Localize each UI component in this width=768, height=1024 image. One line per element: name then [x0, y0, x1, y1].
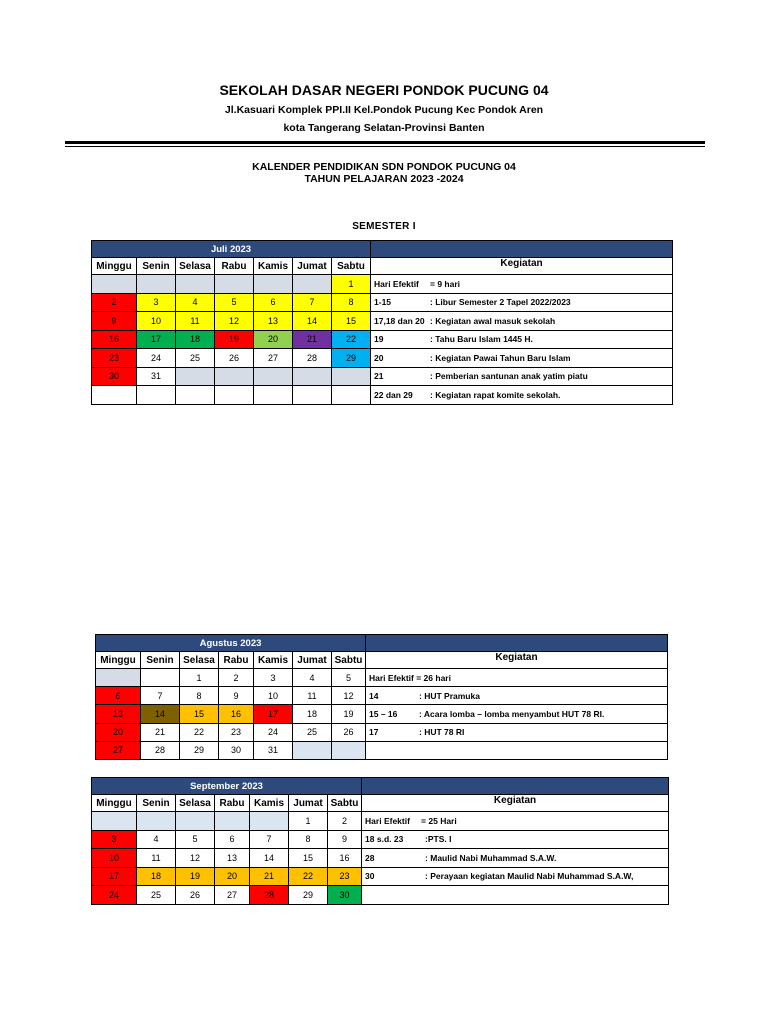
calendar-day-cell: 8: [332, 293, 371, 312]
calendar-day-cell: 26: [332, 723, 366, 741]
calendar-day-cell: 9: [219, 687, 254, 705]
calendar-day-cell: 1: [180, 669, 219, 687]
day-header: Sabtu: [332, 258, 371, 275]
calendar-day-cell: 9: [328, 830, 362, 849]
activity-date: 20: [374, 352, 384, 363]
calendar-day-cell: 27: [96, 741, 141, 759]
day-header: Minggu: [92, 258, 137, 275]
calendar-day-cell: 29: [289, 886, 328, 905]
calendar-day-cell: 25: [137, 886, 176, 905]
calendar-day-cell: [332, 367, 371, 386]
activity-date: 1-15: [374, 297, 392, 308]
calendar-day-cell: 12: [332, 687, 366, 705]
activity-date: Hari Efektif: [365, 815, 410, 826]
activity-cell: [362, 849, 669, 868]
calendar-day-cell: 27: [215, 886, 250, 905]
day-header: Sabtu: [332, 652, 366, 669]
calendar-day-cell: [176, 386, 215, 405]
activity-text: : Libur Semester 2 Tapel 2022/2023: [430, 297, 571, 308]
month-title: Agustus 2023: [96, 635, 366, 652]
calendar-day-cell: 5: [176, 830, 215, 849]
activity-text: : Kegiatan rapat komite sekolah.: [430, 389, 561, 400]
calendar-day-cell: 20: [96, 723, 141, 741]
calendar-day-cell: [96, 669, 141, 687]
calendar-day-cell: 7: [141, 687, 180, 705]
calendar-day-cell: 21: [250, 867, 289, 886]
calendar-day-cell: 24: [92, 886, 137, 905]
day-header: Rabu: [219, 652, 254, 669]
day-header: Rabu: [215, 795, 250, 812]
calendar-day-cell: [215, 367, 254, 386]
activity-text: :PTS. I: [425, 834, 452, 845]
calendar-day-cell: 2: [92, 293, 137, 312]
calendar-day-cell: 11: [293, 687, 332, 705]
day-header: Selasa: [176, 258, 215, 275]
calendar-day-cell: 14: [250, 849, 289, 868]
activity-date: 22 dan 29: [374, 389, 413, 400]
calendar-day-cell: [254, 386, 293, 405]
calendar-day-cell: [176, 275, 215, 294]
calendar-day-cell: 23: [219, 723, 254, 741]
school-city: kota Tangerang Selatan-Provinsi Banten: [283, 122, 485, 134]
activity-date: 15 – 16: [369, 708, 398, 719]
calendar-day-cell: 12: [176, 849, 215, 868]
calendar-day-cell: 11: [137, 849, 176, 868]
calendar-day-cell: 21: [141, 723, 180, 741]
calendar-day-cell: 26: [215, 349, 254, 368]
semester-label: SEMESTER I: [352, 221, 416, 232]
activity-cell: [371, 312, 673, 331]
activity-date: 21: [374, 371, 384, 382]
activities-header: Kegiatan: [362, 795, 669, 812]
calendar-day-cell: [215, 386, 254, 405]
day-header: Senin: [141, 652, 180, 669]
month-title-blank: [362, 778, 669, 795]
activity-text: = 9 hari: [430, 278, 461, 289]
day-header: Jumat: [289, 795, 328, 812]
calendar-day-cell: [92, 812, 137, 831]
calendar-day-cell: 14: [293, 312, 332, 331]
calendar-day-cell: 28: [250, 886, 289, 905]
calendar-day-cell: 18: [293, 705, 332, 723]
calendar-day-cell: 17: [254, 705, 293, 723]
calendar-day-cell: 6: [215, 830, 250, 849]
calendar-day-cell: 22: [289, 867, 328, 886]
calendar-day-cell: 29: [180, 741, 219, 759]
activity-text: : HUT 78 RI: [419, 727, 465, 738]
calendar-day-cell: [137, 275, 176, 294]
calendar-day-cell: 29: [332, 349, 371, 368]
activity-date: 17: [369, 727, 379, 738]
calendar-day-cell: 24: [254, 723, 293, 741]
calendar-day-cell: 23: [328, 867, 362, 886]
calendar-day-cell: 20: [254, 330, 293, 349]
calendar-day-cell: [141, 669, 180, 687]
calendar-day-cell: 13: [96, 705, 141, 723]
month-calendar-august: [95, 634, 668, 760]
school-name: SEKOLAH DASAR NEGERI PONDOK PUCUNG 04: [219, 82, 549, 98]
calendar-day-cell: 30: [92, 367, 137, 386]
activity-cell: [362, 867, 669, 886]
day-header: Jumat: [293, 258, 332, 275]
activity-text: : Kegiatan awal masuk sekolah: [430, 315, 556, 326]
activity-cell: [366, 669, 668, 687]
calendar-day-cell: 13: [254, 312, 293, 331]
activity-cell: [366, 705, 668, 723]
calendar-day-cell: [250, 812, 289, 831]
activity-date: 18 s.d. 23: [365, 834, 404, 845]
calendar-day-cell: 10: [137, 312, 176, 331]
calendar-day-cell: 26: [176, 886, 215, 905]
calendar-day-cell: 22: [180, 723, 219, 741]
calendar-day-cell: [293, 741, 332, 759]
calendar-day-cell: 19: [215, 330, 254, 349]
calendar-day-cell: 10: [92, 849, 137, 868]
calendar-day-cell: 9: [92, 312, 137, 331]
calendar-day-cell: 25: [176, 349, 215, 368]
day-header: Sabtu: [328, 795, 362, 812]
day-header: Kamis: [254, 652, 293, 669]
calendar-day-cell: 17: [137, 330, 176, 349]
calendar-day-cell: 17: [92, 867, 137, 886]
activity-date: Hari Efektif: [374, 278, 419, 289]
calendar-day-cell: 7: [250, 830, 289, 849]
calendar-day-cell: 1: [332, 275, 371, 294]
calendar-day-cell: 8: [180, 687, 219, 705]
activity-cell: [371, 386, 673, 405]
calendar-day-cell: 3: [137, 293, 176, 312]
calendar-day-cell: 16: [92, 330, 137, 349]
calendar-day-cell: 3: [254, 669, 293, 687]
calendar-day-cell: 21: [293, 330, 332, 349]
calendar-day-cell: 19: [332, 705, 366, 723]
calendar-day-cell: 16: [328, 849, 362, 868]
calendar-day-cell: 4: [137, 830, 176, 849]
calendar-day-cell: 18: [137, 867, 176, 886]
calendar-day-cell: 12: [215, 312, 254, 331]
activity-cell: [371, 349, 673, 368]
activity-cell: [366, 723, 668, 741]
activity-text: : Perayaan kegiatan Maulid Nabi Muhammad S.A.W,: [425, 871, 634, 882]
month-calendar-september: [91, 777, 669, 905]
day-header: Minggu: [96, 652, 141, 669]
calendar-day-cell: [137, 812, 176, 831]
calendar-day-cell: 27: [254, 349, 293, 368]
academic-year: TAHUN PELAJARAN 2023 -2024: [304, 173, 464, 185]
activity-cell: [371, 367, 673, 386]
header-rule-thick: [65, 141, 705, 144]
calendar-day-cell: 31: [137, 367, 176, 386]
calendar-day-cell: 6: [96, 687, 141, 705]
month-title-blank: [371, 241, 673, 258]
activity-cell: [366, 741, 668, 759]
activity-cell: [362, 886, 669, 905]
activity-date: 14: [369, 690, 379, 701]
calendar-day-cell: 6: [254, 293, 293, 312]
calendar-day-cell: 25: [293, 723, 332, 741]
activity-cell: [362, 812, 669, 831]
calendar-day-cell: [254, 275, 293, 294]
month-title: September 2023: [92, 778, 362, 795]
calendar-day-cell: [137, 386, 176, 405]
calendar-day-cell: 11: [176, 312, 215, 331]
calendar-day-cell: 31: [254, 741, 293, 759]
activity-date: 30: [365, 871, 375, 882]
day-header: Kamis: [250, 795, 289, 812]
calendar-day-cell: [254, 367, 293, 386]
calendar-day-cell: 5: [215, 293, 254, 312]
activity-date: 17,18 dan 20: [374, 315, 425, 326]
activity-cell: [366, 687, 668, 705]
calendar-day-cell: 18: [176, 330, 215, 349]
calendar-day-cell: 15: [332, 312, 371, 331]
calendar-day-cell: 28: [293, 349, 332, 368]
calendar-day-cell: 14: [141, 705, 180, 723]
calendar-day-cell: 15: [289, 849, 328, 868]
calendar-day-cell: [293, 386, 332, 405]
calendar-day-cell: 7: [293, 293, 332, 312]
day-header: Senin: [137, 258, 176, 275]
calendar-table: [91, 777, 669, 905]
month-title-blank: [366, 635, 668, 652]
calendar-day-cell: 8: [289, 830, 328, 849]
calendar-day-cell: 28: [141, 741, 180, 759]
day-header: Selasa: [180, 652, 219, 669]
day-header: Minggu: [92, 795, 137, 812]
calendar-day-cell: 4: [293, 669, 332, 687]
activity-text: : Maulid Nabi Muhammad S.A.W.: [425, 852, 557, 863]
activity-text: : Tahu Baru Islam 1445 H.: [430, 334, 533, 345]
calendar-day-cell: 2: [328, 812, 362, 831]
calendar-day-cell: 23: [92, 349, 137, 368]
calendar-day-cell: [215, 275, 254, 294]
calendar-title: KALENDER PENDIDIKAN SDN PONDOK PUCUNG 04: [252, 161, 516, 173]
activity-text: : HUT Pramuka: [419, 690, 480, 701]
day-header: Rabu: [215, 258, 254, 275]
calendar-day-cell: 24: [137, 349, 176, 368]
calendar-day-cell: [92, 386, 137, 405]
day-header: Kamis: [254, 258, 293, 275]
calendar-day-cell: 13: [215, 849, 250, 868]
calendar-table: [91, 240, 673, 405]
day-header: Senin: [137, 795, 176, 812]
calendar-day-cell: [92, 275, 137, 294]
day-header: Jumat: [293, 652, 332, 669]
calendar-day-cell: 4: [176, 293, 215, 312]
calendar-day-cell: 20: [215, 867, 250, 886]
month-title: Juli 2023: [92, 241, 371, 258]
calendar-day-cell: 5: [332, 669, 366, 687]
activity-date: 28: [365, 852, 375, 863]
activities-header: Kegiatan: [366, 652, 668, 669]
calendar-day-cell: [215, 812, 250, 831]
calendar-day-cell: [332, 386, 371, 405]
calendar-day-cell: 22: [332, 330, 371, 349]
calendar-table: [95, 634, 668, 760]
activity-date: 19: [374, 334, 384, 345]
activities-header: Kegiatan: [371, 258, 673, 275]
calendar-day-cell: 16: [219, 705, 254, 723]
calendar-day-cell: [293, 275, 332, 294]
calendar-day-cell: 19: [176, 867, 215, 886]
activity-cell: [371, 330, 673, 349]
calendar-day-cell: 3: [92, 830, 137, 849]
activity-text: = 25 Hari: [421, 815, 457, 826]
calendar-day-cell: 10: [254, 687, 293, 705]
calendar-day-cell: [332, 741, 366, 759]
calendar-day-cell: [293, 367, 332, 386]
activity-text: : Acara lomba – lomba menyambut HUT 78 RI.: [419, 708, 605, 719]
calendar-day-cell: [176, 367, 215, 386]
school-address: Jl.Kasuari Komplek PPI.II Kel.Pondok Pucung Kec Pondok Aren: [224, 104, 544, 116]
calendar-day-cell: 30: [328, 886, 362, 905]
activity-date: Hari Efektif = 26 hari: [369, 672, 451, 683]
calendar-day-cell: 2: [219, 669, 254, 687]
activity-text: : Pemberian santunan anak yatim piatu: [430, 371, 588, 382]
month-calendar-july: [91, 240, 673, 405]
calendar-day-cell: 30: [219, 741, 254, 759]
activity-cell: [371, 293, 673, 312]
calendar-day-cell: 1: [289, 812, 328, 831]
day-header: Selasa: [176, 795, 215, 812]
calendar-day-cell: [176, 812, 215, 831]
header-rule-thin: [65, 146, 705, 147]
calendar-day-cell: 15: [180, 705, 219, 723]
activity-cell: [371, 275, 673, 294]
activity-text: : Kegiatan Pawai Tahun Baru Islam: [430, 352, 571, 363]
activity-cell: [362, 830, 669, 849]
